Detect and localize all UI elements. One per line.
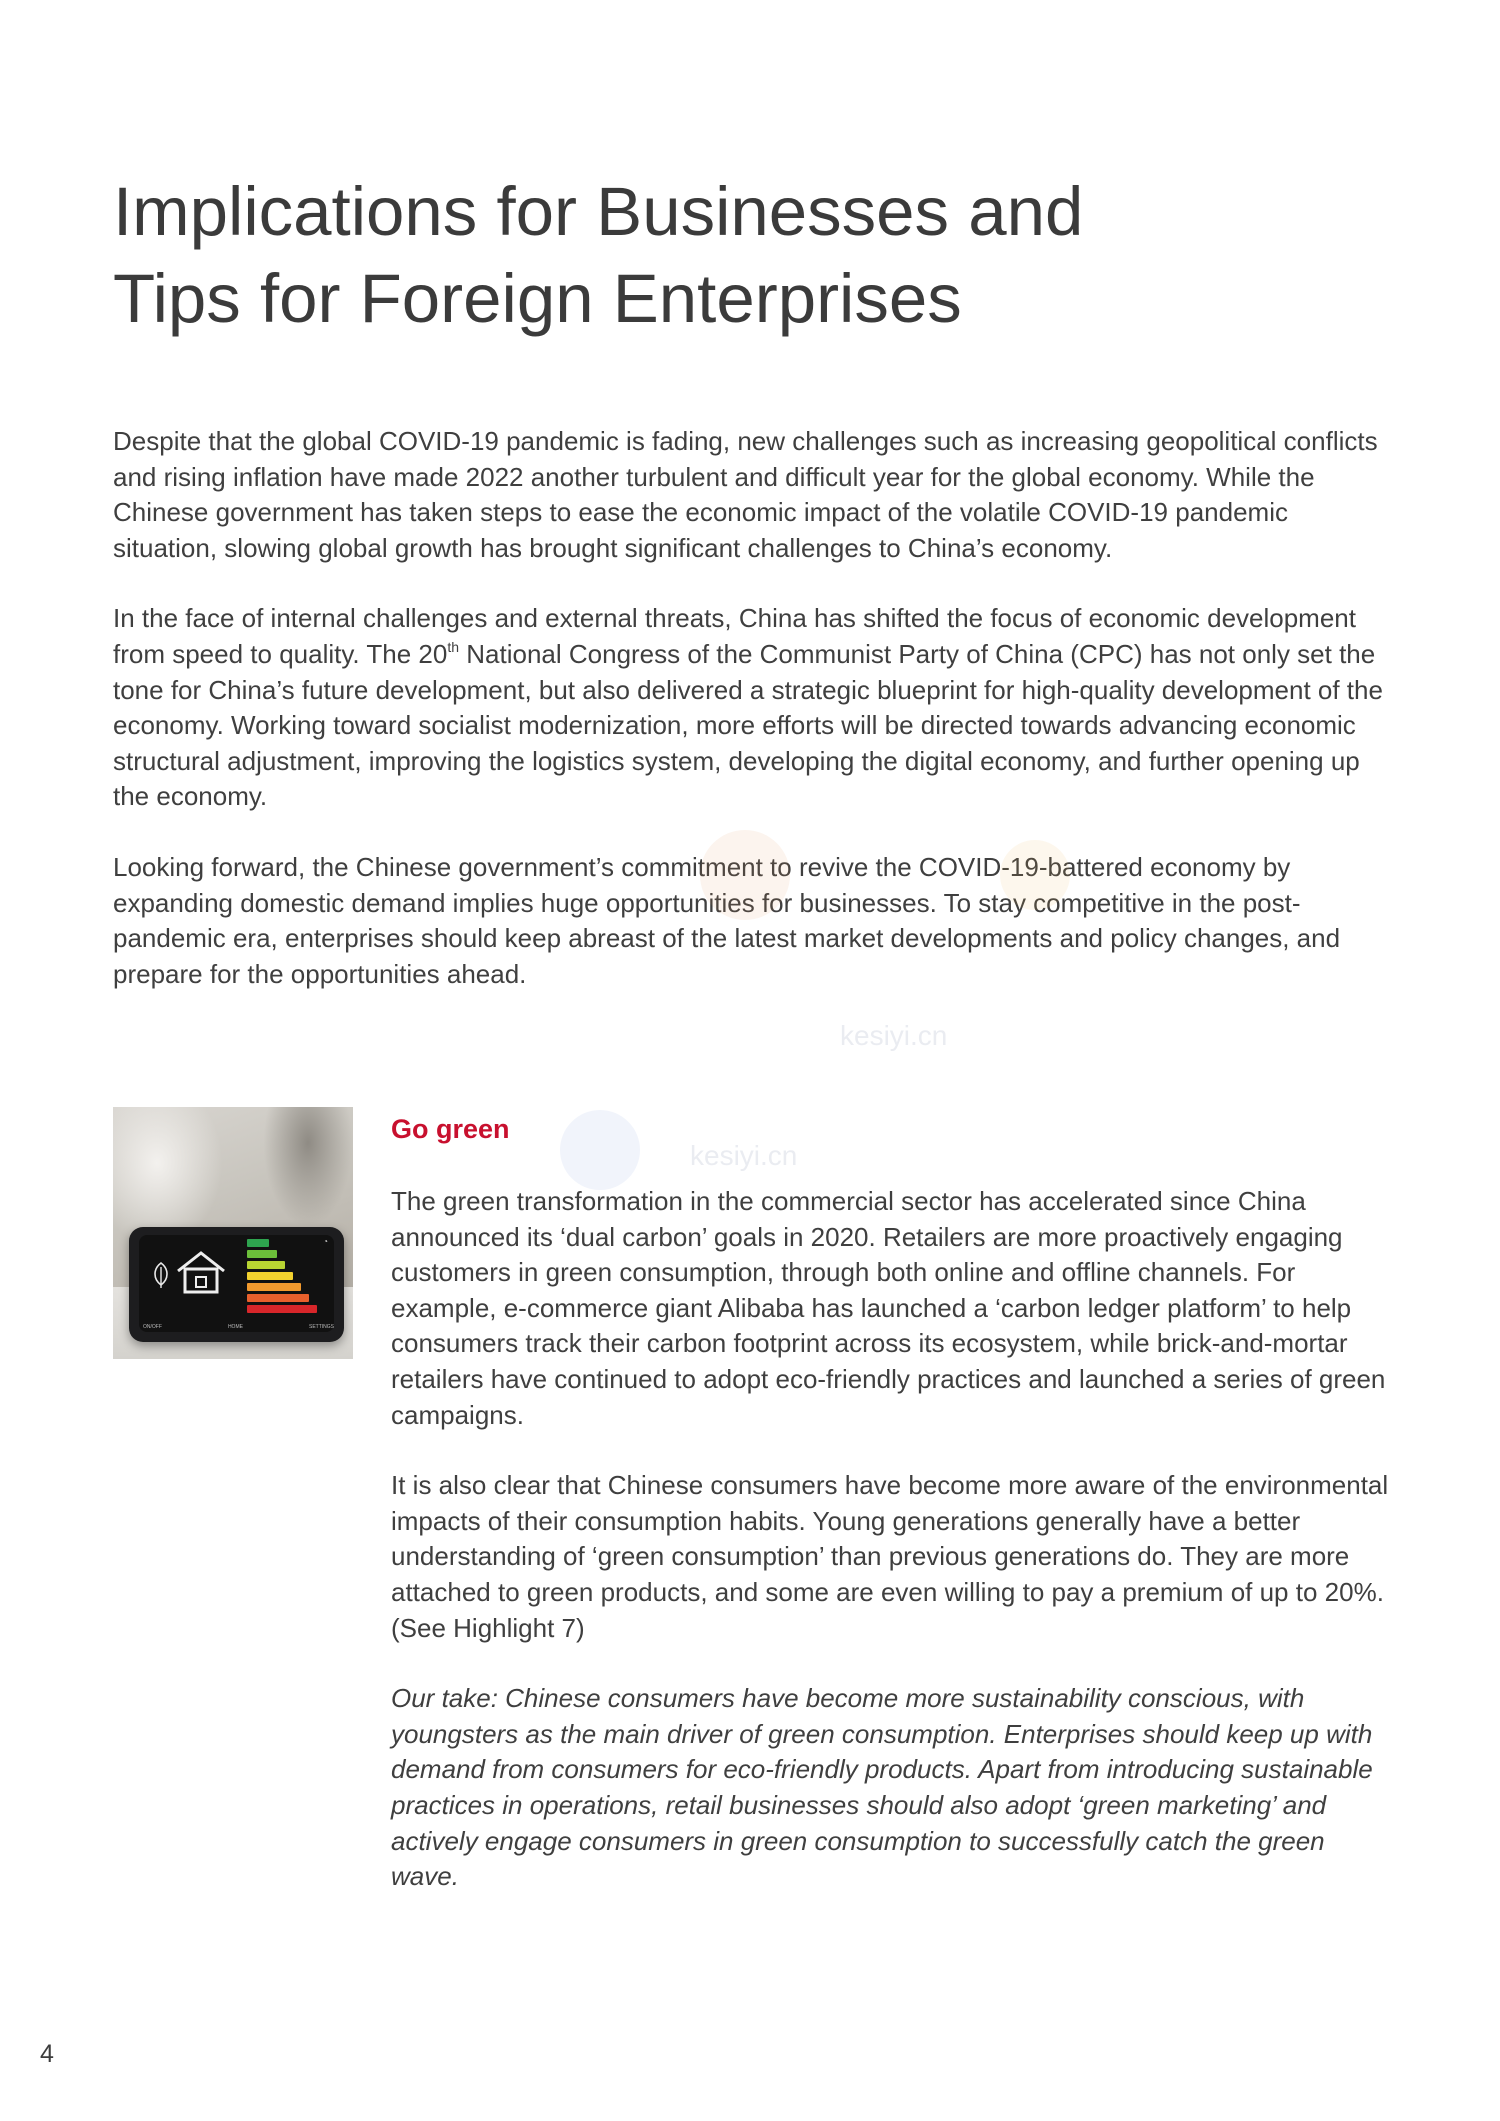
device-label-settings: SETTINGS (308, 1324, 334, 1330)
device-labels (143, 1324, 334, 1330)
rating-bar (247, 1261, 285, 1269)
section-paragraph-2: It is also clear that Chinese consumers have become more aware of the environmental impacts of their consumption habits. Young generations generally have a better understanding of ‘green consumption’ than previous generations do. They are more attached to green products, and some are even willing to pay a premium of up to 20%. (See Highlight 7) (391, 1470, 1389, 1643)
rating-bar (247, 1250, 277, 1258)
house-icon (174, 1249, 228, 1295)
rating-bar (247, 1272, 293, 1280)
rating-bar (247, 1283, 301, 1291)
intro-paragraph-2 (113, 601, 1383, 815)
watermark-text: kesiyi.cn (690, 1140, 798, 1171)
watermark-figure (700, 830, 790, 920)
photo-background-shadow (263, 1107, 353, 1227)
intro-paragraph-2-start: In the face of internal challenges and external threats, China has shifted the focus of economic development from speed to quality. The 20 (113, 603, 1356, 669)
section-paragraph-1: The green transformation in the commercial sector has accelerated since China announced its ‘dual carbon’ goals in 2020. Retailers are more proactively engaging customers in green consumption, through both online and offline channels. For example, e-commerce giant Alibaba has launched a ‘carbon ledger platform’ to help consumers track their carbon footprint across its ecosystem, while brick-and-mortar retailers have continued to adopt eco-friendly practices and launched a series of green campaigns. (391, 1186, 1386, 1430)
rating-bar (247, 1239, 269, 1247)
go-green-section (391, 1112, 1391, 1930)
intro-paragraph-1: Despite that the global COVID-19 pandemic is fading, new challenges such as increasing geopolitical conflicts and rising inflation have made 2022 another turbulent and difficult year for the global economy. While the Chinese government has taken steps to ease the economic impact of the volatile COVID-19 pandemic situation, slowing global growth has brought significant challenges to China’s economy. (113, 426, 1378, 563)
our-take-paragraph: Our take: Chinese consumers have become more sustainability conscious, with youngsters as the main driver of green consumption. Enterprises should keep up with demand from consumers for eco-friendly products. Apart from introducing sustainable practices in operations, retail businesses should also adopt ‘green marketing’ and actively engage consumers in green consumption to successfully catch the green wave. (391, 1683, 1373, 1892)
page-title (113, 168, 1363, 342)
leaf-icon (151, 1261, 171, 1289)
watermark-figure (1000, 840, 1070, 910)
rating-bar (247, 1305, 317, 1313)
intro-body (113, 424, 1383, 1027)
smart-meter-device (129, 1227, 344, 1342)
page-number: 4 (40, 2040, 54, 2068)
device-label-home: HOME (227, 1324, 243, 1330)
device-label-onoff: ON/OFF (143, 1324, 162, 1330)
section-heading: Go green (391, 1114, 510, 1144)
wifi-icon: ◔ (323, 1237, 328, 1246)
page-title-line-1: Implications for Businesses and (113, 173, 1084, 250)
photo-background-light (113, 1107, 223, 1247)
intro-paragraph-2-end: National Congress of the Communist Party of China (CPC) has not only set the tone for China’s future development, but also delivered a strategic blueprint for high-quality development of the economy. Working toward socialist modernization, more efforts will be directed towards advancing economic structural adjustment, improving the logistics system, developing the digital economy, and further opening up the economy. (113, 638, 1383, 812)
rating-bar (247, 1294, 309, 1302)
page-title-line-2: Tips for Foreign Enterprises (113, 260, 962, 337)
energy-rating-bars (247, 1239, 317, 1316)
ordinal-suffix: th (447, 638, 460, 655)
intro-paragraph-3: Looking forward, the Chinese government’s commitment to revive the COVID-19-battered economy by expanding domestic demand implies huge opportunities for businesses. To stay competitive in the post-pandemic era, enterprises should keep abreast of the latest market developments and policy changes, and prepare for the opportunities ahead. (113, 851, 1341, 989)
watermark-text: kesiyi.cn (840, 1020, 948, 1051)
energy-meter-photo (113, 1107, 353, 1359)
